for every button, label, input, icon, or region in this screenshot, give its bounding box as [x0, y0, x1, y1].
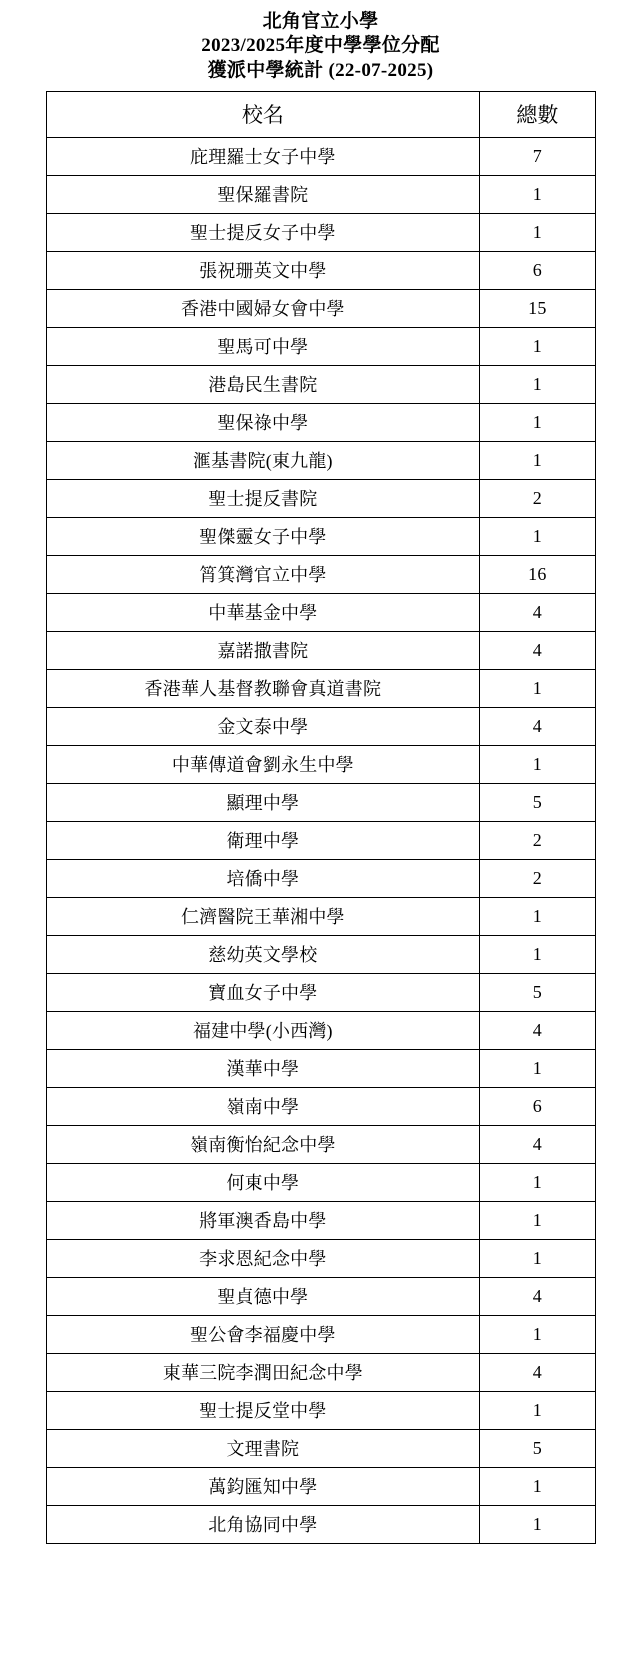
cell-school-name: 張祝珊英文中學 [46, 251, 480, 289]
table-row [46, 1049, 595, 1087]
table-row [46, 517, 595, 555]
cell-school-name: 寶血女子中學 [46, 973, 480, 1011]
cell-school-name: 聖士提反堂中學 [46, 1391, 480, 1429]
table-row [46, 1505, 595, 1543]
table-row [46, 1011, 595, 1049]
cell-school-name: 聖馬可中學 [46, 327, 480, 365]
table-row [46, 935, 595, 973]
cell-total: 5 [480, 1429, 595, 1467]
cell-school-name: 嶺南中學 [46, 1087, 480, 1125]
table-row [46, 631, 595, 669]
table-row [46, 593, 595, 631]
cell-total: 5 [480, 973, 595, 1011]
cell-school-name: 香港中國婦女會中學 [46, 289, 480, 327]
statistics-table [46, 91, 596, 1544]
cell-total: 4 [480, 1277, 595, 1315]
cell-total: 1 [480, 1505, 595, 1543]
cell-total: 16 [480, 555, 595, 593]
table-header [46, 91, 595, 137]
table-row [46, 1239, 595, 1277]
table-row [46, 859, 595, 897]
cell-total: 1 [480, 517, 595, 555]
document-header [0, 10, 641, 83]
cell-school-name: 聖士提反書院 [46, 479, 480, 517]
cell-school-name: 滙基書院(東九龍) [46, 441, 480, 479]
table-row [46, 1087, 595, 1125]
table-row [46, 403, 595, 441]
cell-total: 1 [480, 745, 595, 783]
table-row [46, 1125, 595, 1163]
cell-school-name: 聖士提反女子中學 [46, 213, 480, 251]
cell-school-name: 聖保羅書院 [46, 175, 480, 213]
cell-school-name: 港島民生書院 [46, 365, 480, 403]
table-row [46, 745, 595, 783]
cell-total: 2 [480, 821, 595, 859]
table-row [46, 441, 595, 479]
cell-school-name: 文理書院 [46, 1429, 480, 1467]
table-row [46, 973, 595, 1011]
cell-school-name: 中華基金中學 [46, 593, 480, 631]
cell-school-name: 中華傳道會劉永生中學 [46, 745, 480, 783]
cell-total: 4 [480, 1125, 595, 1163]
cell-total: 1 [480, 1201, 595, 1239]
cell-total: 1 [480, 365, 595, 403]
cell-school-name: 萬鈞匯知中學 [46, 1467, 480, 1505]
cell-total: 1 [480, 327, 595, 365]
table-row [46, 1201, 595, 1239]
cell-school-name: 嶺南衡怡紀念中學 [46, 1125, 480, 1163]
cell-school-name: 東華三院李潤田紀念中學 [46, 1353, 480, 1391]
cell-school-name: 聖公會李福慶中學 [46, 1315, 480, 1353]
table-header-row [46, 91, 595, 137]
table-row [46, 555, 595, 593]
cell-total: 6 [480, 251, 595, 289]
cell-total: 1 [480, 175, 595, 213]
cell-school-name: 將軍澳香島中學 [46, 1201, 480, 1239]
cell-total: 4 [480, 1011, 595, 1049]
cell-total: 1 [480, 403, 595, 441]
cell-total: 1 [480, 213, 595, 251]
table-row [46, 1467, 595, 1505]
cell-school-name: 仁濟醫院王華湘中學 [46, 897, 480, 935]
table-row [46, 479, 595, 517]
table-row [46, 669, 595, 707]
cell-school-name: 培僑中學 [46, 859, 480, 897]
table-row [46, 327, 595, 365]
cell-school-name: 北角協同中學 [46, 1505, 480, 1543]
table-row [46, 137, 595, 175]
table-row [46, 213, 595, 251]
table-row [46, 251, 595, 289]
cell-total: 1 [480, 1049, 595, 1087]
cell-total: 5 [480, 783, 595, 821]
table-row [46, 1277, 595, 1315]
cell-total: 4 [480, 593, 595, 631]
cell-school-name: 李求恩紀念中學 [46, 1239, 480, 1277]
cell-total: 6 [480, 1087, 595, 1125]
cell-school-name: 漢華中學 [46, 1049, 480, 1087]
cell-total: 1 [480, 1391, 595, 1429]
cell-school-name: 筲箕灣官立中學 [46, 555, 480, 593]
cell-total: 4 [480, 631, 595, 669]
cell-school-name: 香港華人基督教聯會真道書院 [46, 669, 480, 707]
cell-school-name: 顯理中學 [46, 783, 480, 821]
cell-school-name: 庇理羅士女子中學 [46, 137, 480, 175]
cell-total: 1 [480, 441, 595, 479]
cell-total: 1 [480, 897, 595, 935]
cell-total: 2 [480, 859, 595, 897]
cell-school-name: 慈幼英文學校 [46, 935, 480, 973]
table-row [46, 1353, 595, 1391]
cell-total: 4 [480, 707, 595, 745]
cell-total: 1 [480, 1315, 595, 1353]
cell-total: 1 [480, 1163, 595, 1201]
table-row [46, 897, 595, 935]
cell-school-name: 衛理中學 [46, 821, 480, 859]
table-row [46, 175, 595, 213]
cell-school-name: 嘉諾撒書院 [46, 631, 480, 669]
cell-school-name: 聖保祿中學 [46, 403, 480, 441]
cell-total: 1 [480, 1467, 595, 1505]
cell-total: 4 [480, 1353, 595, 1391]
table-row [46, 1315, 595, 1353]
cell-school-name: 何東中學 [46, 1163, 480, 1201]
statistics-date-title: 獲派中學統計 (22-07-2025) [207, 59, 434, 81]
table-row [46, 1163, 595, 1201]
allocation-year-title: 2023/2025年度中學學位分配 [201, 35, 440, 57]
cell-school-name: 聖傑靈女子中學 [46, 517, 480, 555]
cell-total: 2 [480, 479, 595, 517]
cell-school-name: 福建中學(小西灣) [46, 1011, 480, 1049]
table-row [46, 783, 595, 821]
cell-total: 1 [480, 935, 595, 973]
table-row [46, 1391, 595, 1429]
table-row [46, 707, 595, 745]
column-header-school-name: 校名 [46, 91, 480, 137]
table-row [46, 365, 595, 403]
table-body [46, 137, 595, 1543]
cell-total: 7 [480, 137, 595, 175]
column-header-total: 總數 [480, 91, 595, 137]
cell-school-name: 聖貞德中學 [46, 1277, 480, 1315]
cell-school-name: 金文泰中學 [46, 707, 480, 745]
cell-total: 15 [480, 289, 595, 327]
table-row [46, 1429, 595, 1467]
statistics-table-wrapper [46, 91, 596, 1544]
cell-total: 1 [480, 1239, 595, 1277]
table-row [46, 289, 595, 327]
cell-total: 1 [480, 669, 595, 707]
school-name-title: 北角官立小學 [262, 11, 379, 32]
table-row [46, 821, 595, 859]
